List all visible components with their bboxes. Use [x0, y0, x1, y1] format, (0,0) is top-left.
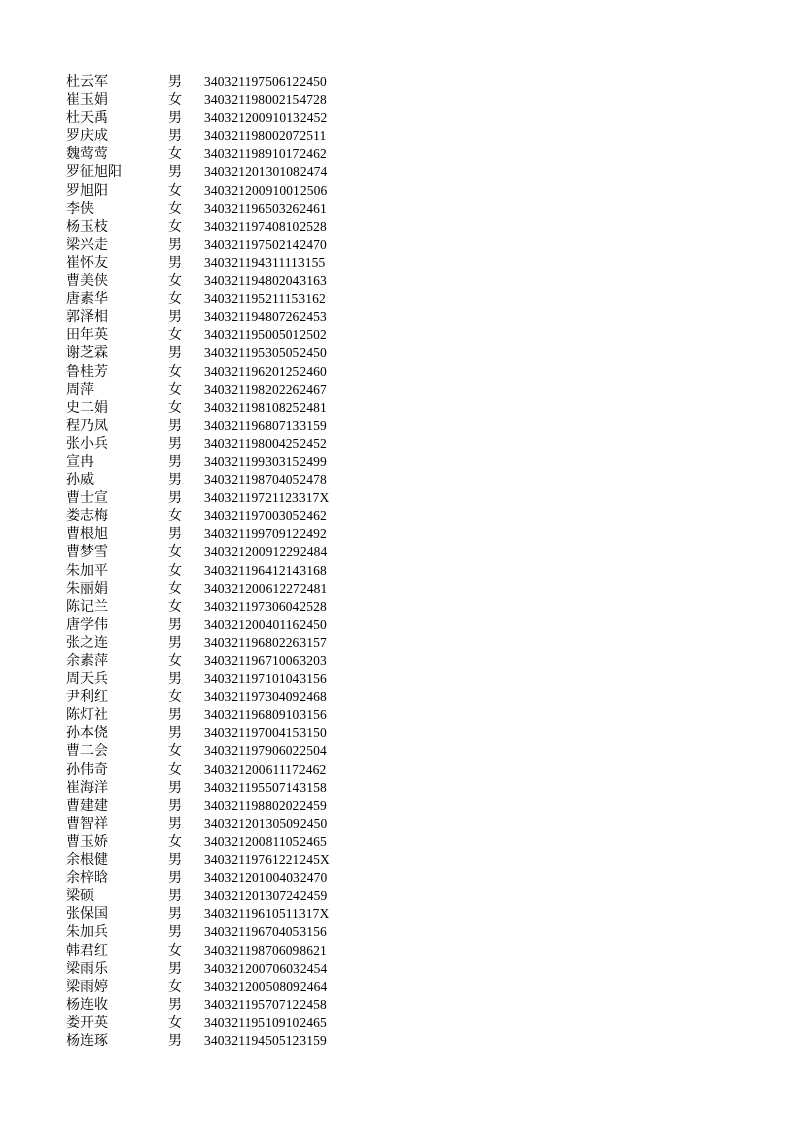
table-row: [66, 616, 366, 634]
table-row: [66, 833, 366, 851]
person-name: 余素萍: [66, 653, 108, 669]
id-number: 340321195305052450: [204, 345, 327, 361]
person-gender: 男: [168, 725, 182, 742]
person-gender: 男: [168, 435, 182, 452]
id-number: 340321201307242459: [204, 888, 328, 904]
person-gender: 男: [168, 996, 182, 1013]
person-name: 唐学伟: [66, 616, 108, 633]
id-number: 340321201301082474: [204, 164, 328, 180]
id-number: 340321200910132452: [204, 110, 328, 126]
person-gender: 男: [168, 453, 182, 470]
table-row: [66, 344, 366, 362]
person-gender: 女: [168, 291, 182, 308]
id-number: 340321196807133159: [204, 417, 327, 433]
person-gender: 男: [168, 74, 182, 90]
id-number: 340321200612272481: [204, 580, 328, 596]
person-gender: 男: [168, 707, 182, 724]
id-number: 340321194802043163: [204, 273, 327, 289]
person-name: 朱加兵: [66, 924, 108, 941]
table-row: [66, 543, 366, 561]
person-gender: 男: [168, 906, 182, 923]
person-name: 曹玉娇: [66, 833, 108, 850]
table-row: [66, 399, 366, 417]
id-number: 340321200910012506: [204, 182, 328, 198]
table-row: [66, 887, 366, 905]
id-number: 340321194807262453: [204, 309, 327, 325]
table-row: [66, 489, 366, 507]
person-gender: 女: [168, 544, 182, 561]
id-number: 340321198802022459: [204, 797, 327, 813]
person-gender: 女: [168, 978, 182, 995]
person-name: 杜天禹: [66, 110, 108, 127]
table-row: [66, 363, 366, 381]
person-gender: 男: [168, 960, 182, 977]
id-number: 340321198910172462: [204, 146, 327, 162]
id-number: 340321196710063203: [204, 653, 327, 668]
person-name: 娄开英: [66, 1014, 108, 1031]
table-row: [66, 1014, 366, 1032]
person-name: 魏莺莺: [66, 146, 108, 163]
person-gender: 女: [168, 653, 182, 669]
table-row: [66, 688, 366, 706]
table-row: [66, 471, 366, 489]
id-number: 340321196704053156: [204, 924, 327, 940]
table-row: [66, 73, 366, 91]
table-row: [66, 960, 366, 978]
person-name: 朱丽娟: [66, 580, 108, 597]
person-name: 曹根旭: [66, 526, 108, 543]
person-gender: 女: [168, 743, 182, 760]
person-gender: 男: [168, 616, 182, 633]
person-gender: 女: [168, 1014, 182, 1031]
person-name: 孙本侥: [66, 725, 108, 742]
table-row: [66, 562, 366, 580]
person-name: 余梓晗: [66, 870, 108, 887]
person-name: 曹美侠: [66, 273, 108, 290]
id-number: 34032119761221245X: [204, 852, 330, 868]
id-number: 340321195507143158: [204, 779, 327, 795]
person-gender: 女: [168, 580, 182, 597]
person-gender: 男: [168, 779, 182, 796]
id-number: 340321197304092468: [204, 689, 327, 705]
table-row: [66, 815, 366, 833]
id-number: 340321198004252452: [204, 435, 327, 451]
person-gender: 男: [168, 526, 182, 543]
person-name: 梁兴走: [66, 236, 108, 253]
person-gender: 男: [168, 128, 182, 145]
person-gender: 女: [168, 146, 182, 163]
person-name: 韩君红: [66, 942, 108, 959]
id-number: 340321197502142470: [204, 236, 327, 252]
person-name: 尹利红: [66, 689, 108, 706]
person-gender: 男: [168, 852, 182, 869]
table-row: [66, 200, 366, 218]
person-gender: 男: [168, 472, 182, 489]
person-gender: 女: [168, 273, 182, 290]
id-number: 340321196412143168: [204, 562, 327, 578]
person-name: 余根健: [66, 852, 108, 869]
person-name: 鲁桂芳: [66, 363, 108, 380]
person-name: 杨连收: [66, 996, 108, 1013]
person-gender: 女: [168, 182, 182, 199]
person-name: 谢芝霖: [66, 345, 108, 362]
person-name: 梁雨乐: [66, 960, 108, 977]
table-row: [66, 91, 366, 109]
table-row: [66, 182, 366, 200]
id-number: 340321196503262461: [204, 200, 327, 216]
person-gender: 男: [168, 634, 182, 651]
table-row: [66, 218, 366, 236]
person-name: 曹智祥: [66, 815, 108, 832]
table-row: [66, 598, 366, 616]
person-name: 杨连琢: [66, 1032, 108, 1049]
person-gender: 男: [168, 254, 182, 271]
person-gender: 女: [168, 92, 182, 109]
person-name: 曹士宣: [66, 490, 108, 507]
roster-table: [66, 73, 366, 1050]
person-name: 张保国: [66, 906, 108, 923]
person-name: 杜云军: [66, 74, 108, 90]
table-row: [66, 381, 366, 399]
person-name: 罗旭阳: [66, 182, 108, 199]
id-number: 340321200611172462: [204, 761, 327, 777]
person-name: 张之连: [66, 634, 108, 651]
person-gender: 男: [168, 490, 182, 507]
id-number: 340321198202262467: [204, 381, 327, 397]
person-name: 陈记兰: [66, 598, 108, 615]
person-gender: 女: [168, 200, 182, 217]
person-gender: 男: [168, 671, 182, 688]
person-gender: 女: [168, 562, 182, 579]
table-row: [66, 797, 366, 815]
table-row: [66, 435, 366, 453]
person-name: 陈灯社: [66, 707, 108, 724]
id-number: 340321201305092450: [204, 815, 328, 831]
id-number: 340321197003052462: [204, 508, 327, 524]
table-row: [66, 507, 366, 525]
person-name: 罗庆成: [66, 128, 108, 145]
person-gender: 男: [168, 1032, 182, 1049]
table-row: [66, 290, 366, 308]
id-number: 340321197101043156: [204, 671, 327, 687]
id-number: 340321198002154728: [204, 92, 327, 108]
person-gender: 女: [168, 399, 182, 416]
person-gender: 女: [168, 598, 182, 615]
person-gender: 男: [168, 924, 182, 941]
person-name: 曹建建: [66, 797, 108, 814]
person-name: 郭泽相: [66, 309, 108, 326]
person-name: 梁雨婷: [66, 978, 108, 995]
person-gender: 男: [168, 236, 182, 253]
person-gender: 男: [168, 345, 182, 362]
table-row: [66, 308, 366, 326]
table-row: [66, 923, 366, 941]
table-row: [66, 272, 366, 290]
person-gender: 女: [168, 218, 182, 235]
person-name: 周萍: [66, 381, 94, 398]
person-name: 周天兵: [66, 671, 108, 688]
person-name: 张小兵: [66, 435, 108, 452]
table-row: [66, 163, 366, 181]
person-gender: 男: [168, 164, 182, 181]
id-number: 340321195109102465: [204, 1014, 327, 1030]
table-row: [66, 942, 366, 960]
id-number: 340321200508092464: [204, 978, 328, 994]
person-name: 罗征旭阳: [66, 164, 122, 181]
id-number: 34032119721123317X: [204, 490, 330, 506]
table-row: [66, 1032, 366, 1050]
person-name: 崔玉娟: [66, 92, 108, 109]
person-name: 梁硕: [66, 888, 94, 905]
table-row: [66, 127, 366, 145]
table-row: [66, 996, 366, 1014]
person-gender: 女: [168, 381, 182, 398]
person-name: 史二娟: [66, 399, 108, 416]
person-name: 娄志梅: [66, 508, 108, 525]
person-name: 宣冉: [66, 453, 94, 470]
person-gender: 男: [168, 309, 182, 326]
id-number: 340321200401162450: [204, 616, 327, 632]
id-number: 340321197004153150: [204, 725, 327, 741]
id-number: 340321198704052478: [204, 472, 327, 488]
person-gender: 男: [168, 815, 182, 832]
table-row: [66, 905, 366, 923]
id-number: 340321196809103156: [204, 707, 327, 723]
table-row: [66, 761, 366, 779]
table-row: [66, 145, 366, 163]
table-row: [66, 779, 366, 797]
person-name: 唐素华: [66, 291, 108, 308]
table-row: [66, 869, 366, 887]
id-number: 340321197408102528: [204, 218, 327, 234]
table-row: [66, 742, 366, 760]
person-gender: 女: [168, 833, 182, 850]
id-number: 340321198706098621: [204, 942, 327, 958]
person-name: 程乃凤: [66, 417, 108, 434]
table-row: [66, 706, 366, 724]
id-number: 34032119610511317X: [204, 906, 330, 922]
person-gender: 男: [168, 870, 182, 887]
id-number: 340321200811052465: [204, 833, 327, 849]
person-name: 曹梦雪: [66, 544, 108, 561]
table-row: [66, 851, 366, 869]
id-number: 340321199303152499: [204, 453, 327, 469]
person-gender: 女: [168, 363, 182, 380]
person-name: 李侠: [66, 200, 94, 217]
id-number: 340321197906022504: [204, 743, 327, 759]
id-number: 340321200706032454: [204, 960, 328, 976]
id-number: 340321195211153162: [204, 291, 326, 307]
id-number: 340321194505123159: [204, 1032, 327, 1048]
person-gender: 男: [168, 417, 182, 434]
person-name: 崔海洋: [66, 779, 108, 796]
id-number: 340321198108252481: [204, 399, 327, 415]
person-gender: 女: [168, 508, 182, 525]
table-row: [66, 326, 366, 344]
table-row: [66, 453, 366, 471]
id-number: 340321200912292484: [204, 544, 328, 560]
person-name: 孙伟奇: [66, 761, 108, 778]
table-row: [66, 652, 366, 670]
id-number: 340321197506122450: [204, 74, 327, 89]
table-row: [66, 670, 366, 688]
table-row: [66, 236, 366, 254]
person-name: 曹二会: [66, 743, 108, 760]
person-name: 崔怀友: [66, 254, 108, 271]
table-row: [66, 525, 366, 543]
id-number: 340321201004032470: [204, 870, 328, 886]
person-gender: 女: [168, 327, 182, 344]
table-row: [66, 109, 366, 127]
id-number: 340321197306042528: [204, 598, 327, 614]
person-gender: 女: [168, 942, 182, 959]
person-gender: 男: [168, 888, 182, 905]
table-row: [66, 417, 366, 435]
person-gender: 女: [168, 689, 182, 706]
person-gender: 女: [168, 761, 182, 778]
table-row: [66, 254, 366, 272]
person-gender: 男: [168, 110, 182, 127]
person-name: 朱加平: [66, 562, 108, 579]
person-name: 孙威: [66, 472, 94, 489]
id-number: 340321195005012502: [204, 327, 327, 343]
person-name: 杨玉枝: [66, 218, 108, 235]
id-number: 340321196802263157: [204, 634, 327, 650]
id-number: 340321194311113155: [204, 254, 326, 270]
table-row: [66, 580, 366, 598]
id-number: 340321199709122492: [204, 526, 327, 542]
id-number: 340321198002072511: [204, 128, 327, 144]
table-row: [66, 634, 366, 652]
table-row: [66, 724, 366, 742]
person-gender: 男: [168, 797, 182, 814]
id-number: 340321196201252460: [204, 363, 327, 379]
person-name: 田年英: [66, 327, 108, 344]
table-row: [66, 978, 366, 996]
id-number: 340321195707122458: [204, 996, 327, 1012]
